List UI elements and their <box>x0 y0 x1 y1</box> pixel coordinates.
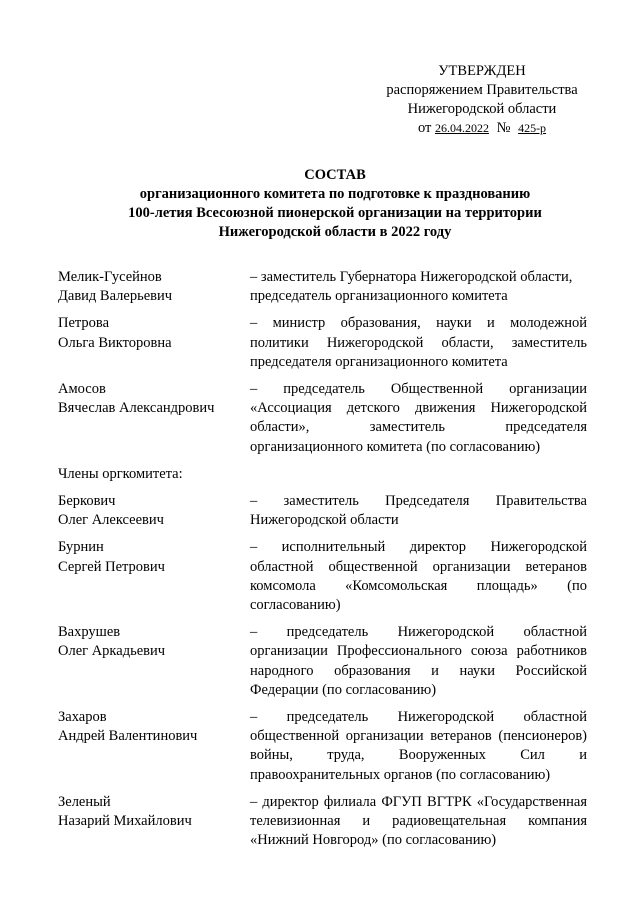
member-role: – директор филиала ФГУП ВГТРК «Государственная телевизионная и радиовещательная компания «Нижний Новгород» (по согласованию) <box>250 793 587 849</box>
member-given-name: Сергей Петрович <box>58 558 165 575</box>
member-row <box>58 623 588 700</box>
approval-number: 425-р <box>518 121 547 135</box>
heading-title: СОСТАВ <box>304 167 366 183</box>
document-heading <box>60 166 610 242</box>
member-row <box>58 314 588 372</box>
heading-line-2: 100-летия Всесоюзной пионерской организации на территории <box>128 205 542 221</box>
heading-line-3: Нижегородской области в 2022 году <box>218 224 452 240</box>
member-given-name: Давид Валерьевич <box>58 288 173 305</box>
member-name <box>58 623 250 700</box>
member-surname: Вахрушев <box>58 624 121 641</box>
approval-date-line <box>372 119 592 138</box>
member-role: – заместитель Председателя Правительства Нижегородской области <box>250 493 587 529</box>
member-surname: Амосов <box>58 381 106 398</box>
member-row <box>58 793 588 851</box>
member-name <box>58 380 250 457</box>
approval-line-1: распоряжением Правительства <box>386 82 578 98</box>
member-role: – исполнительный директор Нижегородской областной общественной организации ветеранов комсомола «Комсомольская площадь» (по согласованию) <box>250 539 587 614</box>
member-row <box>58 708 588 785</box>
member-given-name: Олег Аркадьевич <box>58 643 166 660</box>
member-role: – заместитель Губернатора Нижегородской области, председатель организационного комитета <box>250 269 573 305</box>
member-role: – председатель Нижегородской областной общественной организации ветеранов (пенсионеров) войны, труда, Вооруженных Сил и правоохранительных органов (по согласованию) <box>250 709 587 783</box>
member-given-name: Андрей Валентинович <box>58 728 198 745</box>
heading-line-1: организационного комитета по подготовке к празднованию <box>139 186 531 202</box>
member-role: – председатель Общественной организации «Ассоциация детского движения Нижегородской области», заместитель председателя организационного комитета (по согласованию) <box>250 381 587 455</box>
committee-list <box>58 268 588 858</box>
member-surname: Мелик-Гусейнов <box>58 269 162 285</box>
member-row <box>58 268 588 306</box>
approval-title: УТВЕРЖДЕН <box>438 63 526 79</box>
member-row <box>58 538 588 615</box>
member-surname: Захаров <box>58 709 107 726</box>
members-section-label: Члены оргкомитета: <box>58 465 183 482</box>
member-given-name: Назарий Михайлович <box>58 813 192 830</box>
member-row <box>58 380 588 457</box>
member-name <box>58 708 250 785</box>
approval-from-label: от <box>417 120 432 136</box>
member-role: – председатель Нижегородской областной организации Профессионального союза работников народного образования и науки Российской Федерации (по согласованию) <box>250 624 587 698</box>
member-given-name: Олег Алексеевич <box>58 512 164 529</box>
approval-number-sign: № <box>496 120 511 136</box>
approval-stamp <box>372 62 592 138</box>
member-surname: Зеленый <box>58 793 111 810</box>
approval-date: 26.04.2022 <box>434 121 489 135</box>
member-surname: Петрова <box>58 315 110 332</box>
member-surname: Бурнин <box>58 539 104 556</box>
member-row <box>58 492 588 530</box>
member-given-name: Ольга Викторовна <box>58 334 172 351</box>
member-name <box>58 268 250 306</box>
member-name <box>58 538 250 615</box>
member-name <box>58 492 250 530</box>
member-given-name: Вячеслав Александрович <box>58 400 215 417</box>
member-role: – министр образования, науки и молодежной политики Нижегородской области, заместитель председателя организационного комитета <box>250 315 587 370</box>
member-name <box>58 314 250 372</box>
approval-line-2: Нижегородской области <box>407 101 557 117</box>
member-name <box>58 793 250 851</box>
member-surname: Беркович <box>58 493 116 510</box>
